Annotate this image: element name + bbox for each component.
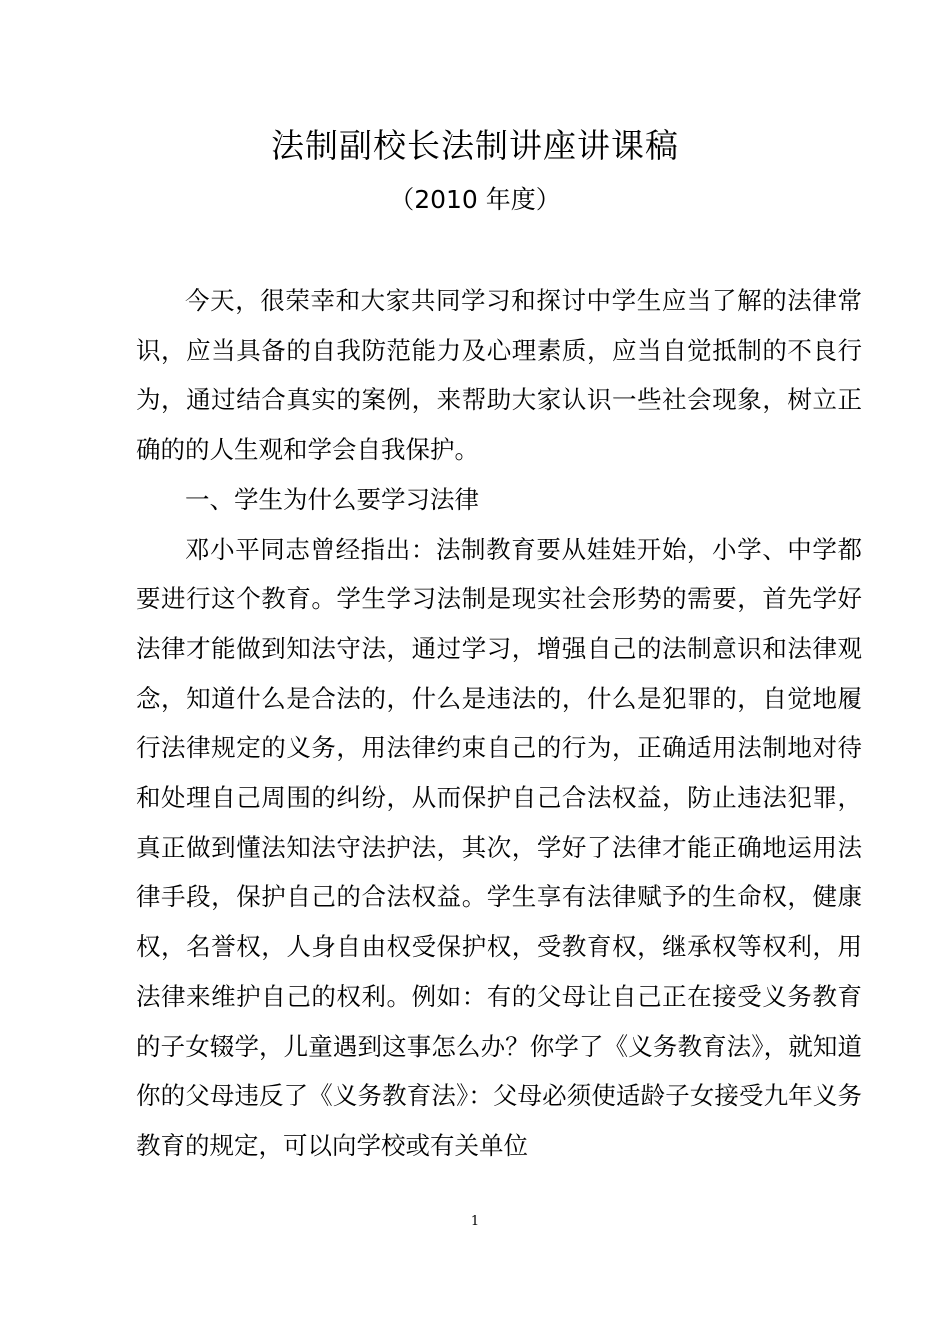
intro-paragraph: 今天，很荣幸和大家共同学习和探讨中学生应当了解的法律常识，应当具备的自我防范能力及心理素质，应当自觉抵制的不良行为，通过结合真实的案例，来帮助大家认识一些社会现象，树立正确的的人生观和学会自我保护。 [136,286,862,465]
page-number: 1 [470,1214,480,1229]
body-paragraph: 邓小平同志曾经指出：法制教育要从娃娃开始，小学、中学都要进行这个教育。学生学习法制是现实社会形势的需要，首先学好法律才能做到知法守法，通过学习，增强自己的法制意识和法律观念，知道什么是合法的，什么是违法的，什么是犯罪的，自觉地履行法律规定的义务，用法律约束自己的行为，正确适用法制地对待和处理自己周围的纠纷，从而保护自己合法权益，防止违法犯罪，真正做到懂法知法守法护法，其次，学好了法律才能正确地运用法律手段，保护自己的合法权益。学生享有法律赋予的生命权，健康权，名誉权，人身自由权受保护权，受教育权，继承权等权利，用法律来维护自己的权利。例如：有的父母让自己正在接受义务教育的子女辍学，儿童遇到这事怎么办？你学了《义务教育法》，就知道你的父母违反了《义务教育法》：父母必须使适龄子女接受九年义务教育的规定，可以向学校或有关单位 [136,534,862,1160]
document-title: 法制副校长法制讲座讲课稿 [271,126,679,165]
document-subtitle: （2010 年度） [389,185,561,214]
section-heading: 一、学生为什么要学习法律 [185,484,479,514]
document-body [136,276,862,1171]
